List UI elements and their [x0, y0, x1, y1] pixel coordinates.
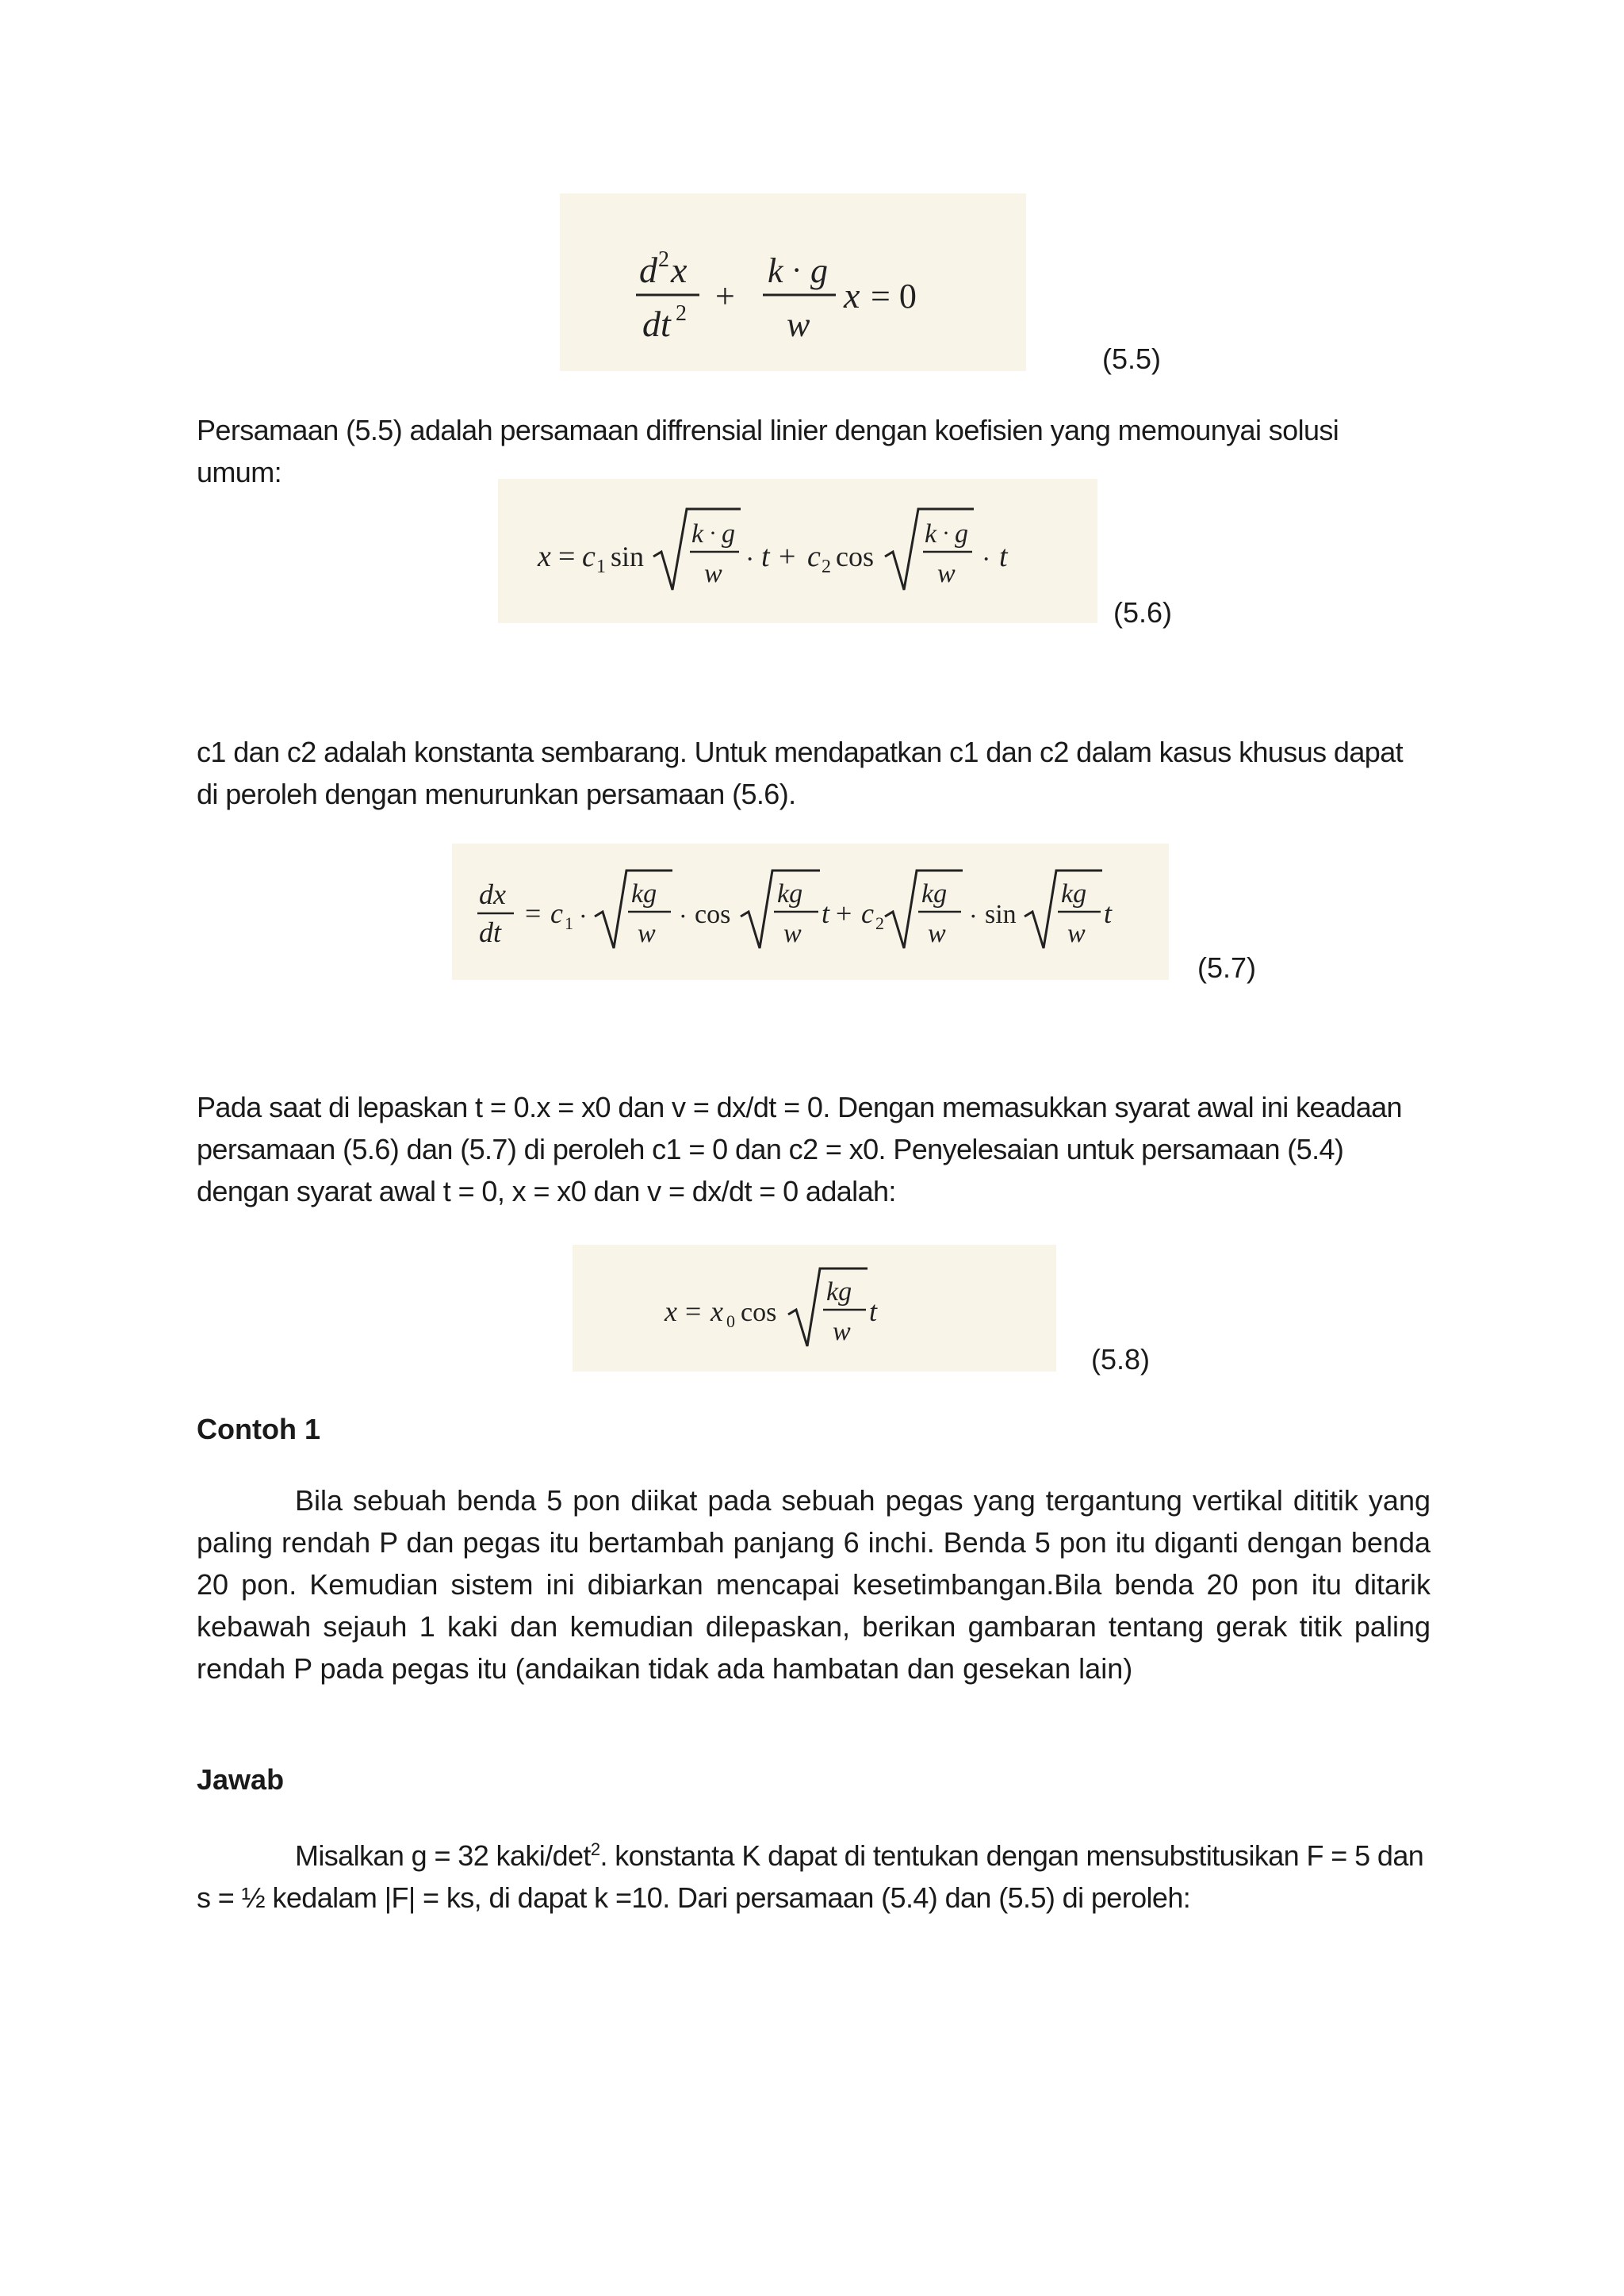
svg-text:x: x [538, 540, 551, 573]
svg-text:x: x [671, 250, 688, 290]
svg-text:cos: cos [741, 1298, 777, 1327]
svg-text:=: = [525, 897, 542, 929]
svg-text:·: · [969, 901, 978, 930]
svg-text:2: 2 [822, 557, 831, 577]
svg-text:w: w [704, 559, 722, 588]
svg-text:t: t [999, 540, 1008, 573]
answer-heading: Jawab [197, 1763, 285, 1796]
svg-text:t: t [822, 897, 830, 929]
svg-text:k: k [925, 519, 937, 549]
svg-text:·: · [579, 901, 588, 930]
svg-text:·: · [745, 545, 755, 574]
svg-text:t: t [1104, 897, 1113, 929]
svg-text:sin: sin [611, 541, 645, 572]
equation-5-5-image [560, 193, 1026, 371]
svg-text:g: g [722, 519, 735, 549]
equation-5-6-image [498, 479, 1097, 623]
svg-text:·: · [709, 520, 717, 546]
svg-text:g: g [955, 519, 968, 549]
svg-text:dx: dx [479, 878, 506, 910]
answer-text-start: Misalkan g = 32 kaki/det [295, 1839, 591, 1872]
svg-text:w: w [937, 559, 956, 588]
svg-text:x: x [665, 1295, 677, 1327]
svg-text:dt: dt [642, 304, 671, 344]
svg-text:2: 2 [658, 247, 669, 272]
svg-text:=: = [558, 540, 576, 573]
svg-text:kg: kg [921, 879, 948, 909]
svg-text:x: x [844, 275, 860, 316]
answer-superscript: 2 [590, 1839, 600, 1859]
svg-text:w: w [1067, 919, 1086, 948]
svg-text:= 0: = 0 [871, 277, 917, 316]
svg-text:cos: cos [836, 541, 874, 572]
svg-text:t: t [761, 540, 770, 573]
answer-text-end: . konstanta K dapat di tentukan dengan mensubstitusikan F = 5 dan s = ½ kedalam |F| = ks, di dapat k =10. Dari persamaan (5.4) dan (5.5) di peroleh: [197, 1839, 1424, 1914]
svg-text:c: c [582, 540, 596, 573]
svg-text:k: k [768, 251, 783, 290]
svg-text:2: 2 [676, 301, 687, 326]
equation-5-8-label: (5.8) [1091, 1343, 1151, 1376]
svg-text:·: · [679, 901, 688, 930]
svg-text:t: t [869, 1295, 878, 1327]
svg-text:k: k [691, 519, 704, 549]
svg-text:g: g [810, 251, 828, 290]
svg-text:1: 1 [565, 913, 573, 933]
example-paragraph: Bila sebuah benda 5 pon diikat pada sebuah pegas yang tergantung vertikal dititik yang paling rendah P dan pegas itu bertambah panjang 6 inchi. Benda 5 pon itu diganti dengan benda 20 pon. Kemudian sistem ini dibiarkan mencapai kesetimbangan.Bila benda 20 pon itu ditarik kebawah sejauh 1 kaki dan kemudian dilepaskan, berikan gambaran tentang gerak titik paling rendah P pada pegas itu (andaikan tidak ada hambatan dan gesekan lain) [197, 1484, 1431, 1685]
paragraph-constants: c1 dan c2 adalah konstanta sembarang. Untuk mendapatkan c1 dan c2 dalam kasus khusus dapat di peroleh dengan menurunkan persamaan (5.6). [197, 736, 1404, 810]
svg-text:w: w [638, 919, 656, 948]
svg-text:d: d [639, 250, 657, 290]
svg-text:c: c [550, 897, 563, 929]
svg-text:+: + [715, 277, 735, 316]
svg-text:x: x [710, 1295, 723, 1327]
svg-text:c: c [807, 540, 821, 573]
svg-text:w: w [787, 305, 810, 344]
svg-text:=: = [685, 1295, 702, 1327]
svg-text:+: + [836, 897, 852, 929]
paragraph-general-solution: Persamaan (5.5) adalah persamaan diffrensial linier dengan koefisien yang memounyai solusi umum: [197, 414, 1339, 488]
svg-text:w: w [928, 919, 946, 948]
svg-text:2: 2 [875, 913, 884, 933]
equation-5-6-label: (5.6) [1113, 596, 1173, 629]
svg-text:c: c [861, 897, 874, 929]
svg-text:dt: dt [479, 916, 502, 948]
svg-text:·: · [791, 252, 802, 288]
svg-text:kg: kg [777, 879, 803, 909]
svg-text:w: w [833, 1317, 851, 1346]
svg-text:kg: kg [1061, 879, 1087, 909]
svg-text:cos: cos [695, 900, 731, 929]
svg-text:kg: kg [826, 1277, 852, 1307]
svg-text:1: 1 [596, 557, 606, 577]
equation-5-7-label: (5.7) [1197, 951, 1257, 984]
svg-text:sin: sin [985, 900, 1017, 929]
equation-5-5-label: (5.5) [1102, 342, 1162, 375]
svg-text:·: · [982, 545, 991, 574]
answer-paragraph [197, 1828, 1431, 1919]
svg-text:+: + [779, 540, 796, 573]
example-heading: Contoh 1 [197, 1413, 320, 1445]
paragraph-initial-conditions: Pada saat di lepaskan t = 0.x = x0 dan v = dx/dt = 0. Dengan memasukkan syarat awal ini keadaan persamaan (5.6) dan (5.7) di peroleh c1 = 0 dan c2 = x0. Penyelesaian untuk persamaan (5.4) dengan syarat awal t = 0, x = x0 dan v = dx/dt = 0 adalah: [197, 1091, 1402, 1207]
equation-5-8-image [573, 1245, 1056, 1372]
svg-text:0: 0 [726, 1311, 735, 1331]
svg-text:kg: kg [631, 879, 657, 909]
svg-text:·: · [942, 520, 950, 546]
svg-text:w: w [783, 919, 802, 948]
equation-5-7-image [452, 844, 1169, 980]
